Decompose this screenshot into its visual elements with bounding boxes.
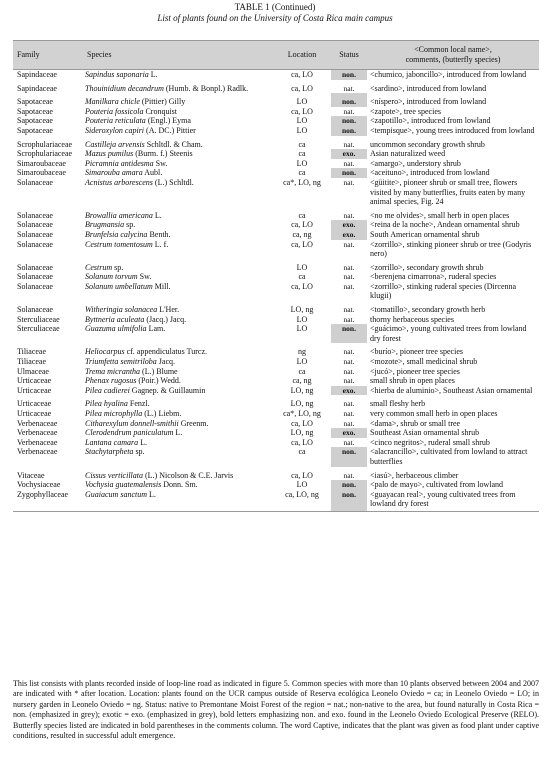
status-cell: exo.	[331, 428, 367, 438]
status-cell: nat.	[343, 272, 355, 282]
comment-cell: <chumico, jaboncillo>, introduced from lowland	[370, 70, 527, 79]
status-cell: exo.	[331, 149, 367, 159]
header-species: Species	[83, 41, 273, 70]
species-name: Triumfetta semitriloba	[85, 357, 157, 367]
comment-cell: South American ornamental shrub	[370, 229, 480, 239]
species-authority: (L.) Blume	[140, 366, 178, 376]
table-row	[13, 447, 539, 466]
table-body	[13, 70, 539, 512]
species-authority: L.	[173, 428, 183, 438]
table-row	[13, 315, 539, 325]
table-row	[13, 240, 539, 259]
comment-cell: small fleshy herb	[370, 399, 426, 409]
species-authority: (A. DC.) Pittier	[144, 125, 196, 135]
header-comments	[367, 41, 539, 70]
species-cell	[83, 178, 273, 207]
family-cell: Simaroubaceae	[17, 158, 66, 168]
location-cell: LO	[296, 125, 308, 135]
comment-cell: very common small herb in open places	[370, 409, 498, 418]
header-status: Status	[331, 41, 367, 70]
table-row	[13, 480, 539, 490]
table-row	[13, 272, 539, 282]
species-name: Phenax rugosus	[85, 376, 137, 386]
table-row	[13, 324, 539, 343]
comment-cell: <guayacan real>, young cultivated trees from lowland dry forest	[367, 490, 539, 512]
species-cell	[83, 207, 273, 221]
status-cell: nat.	[343, 314, 355, 324]
status-cell: nat.	[343, 357, 355, 367]
species-name: Stachytarpheta	[85, 447, 134, 457]
location-cell: ca	[298, 272, 306, 282]
species-cell	[83, 447, 273, 466]
species-authority: sp.	[133, 447, 145, 457]
comment-cell: <zorrillo>, secondary growth shrub	[370, 262, 484, 272]
comment-cell: uncommon secondary growth shrub	[370, 139, 485, 149]
species-cell	[83, 230, 273, 240]
status-cell: nat.	[343, 139, 355, 149]
species-name: Pouteria fossicola	[85, 106, 144, 116]
species-authority: (Engl.) Eyma	[145, 116, 191, 126]
table-row	[13, 386, 539, 396]
species-name: Pilea cadierei	[85, 385, 130, 395]
location-cell: ca, LO	[291, 418, 313, 428]
species-cell	[83, 386, 273, 396]
location-cell: ca, LO	[291, 106, 313, 116]
species-name: Vochysia guatemalensis	[85, 480, 162, 490]
species-authority: (L.) Schltdl.	[152, 177, 194, 187]
status-cell: nat.	[343, 262, 355, 272]
family-cell: Vochysiaceae	[17, 480, 61, 490]
status-cell: nat.	[343, 239, 355, 249]
species-name: Cestrum	[85, 262, 113, 272]
status-cell: non.	[331, 93, 367, 107]
status-cell: non.	[331, 126, 367, 136]
species-authority: (Burm. f.) Steenis	[133, 149, 193, 159]
table-row	[13, 149, 539, 159]
family-cell: Sapindaceae	[17, 70, 57, 79]
family-cell: Vitaceae	[17, 470, 45, 480]
species-authority: Jacq.	[156, 357, 176, 367]
species-cell	[83, 428, 273, 438]
family-cell: Solanaceae	[17, 239, 53, 249]
species-cell	[83, 315, 273, 325]
comment-cell: small shrub in open places	[370, 376, 455, 386]
species-name: Byttneria aculeata	[85, 314, 145, 324]
family-cell: Urticaceae	[17, 376, 52, 386]
species-cell	[83, 220, 273, 230]
species-cell	[83, 438, 273, 448]
species-name: Solanum torvum	[85, 272, 138, 282]
species-cell	[83, 70, 273, 80]
location-cell: LO	[296, 324, 308, 334]
family-cell: Zygophyllaceae	[13, 490, 83, 512]
table-row	[13, 168, 539, 178]
status-cell: non.	[331, 116, 367, 126]
location-cell: ca	[298, 149, 306, 159]
species-name: Cestrum tomentosum	[85, 239, 153, 249]
species-authority: Aubl.	[142, 168, 163, 178]
family-cell: Sapotaceae	[17, 106, 53, 116]
species-authority: (Jacq.) Jacq.	[144, 314, 187, 324]
species-cell	[83, 343, 273, 357]
species-authority: (Poir.) Wedd.	[136, 376, 181, 386]
location-cell: ca, LO	[291, 220, 313, 230]
location-cell: LO	[296, 480, 308, 490]
header-comments-line1: <Common local name>,	[414, 45, 492, 55]
species-cell	[83, 419, 273, 429]
table-subtitle: List of plants found on the University of Costa Rica main campus	[157, 13, 393, 23]
comment-cell: <aceituno>, introduced from lowland	[370, 168, 490, 178]
status-cell: nat.	[343, 210, 355, 220]
species-authority: (Pittier) Gilly	[139, 97, 186, 107]
table-row	[13, 230, 539, 240]
species-authority: Cronquist	[143, 106, 178, 116]
status-cell: nat.	[343, 83, 355, 93]
species-authority: (L.) Liebm.	[142, 409, 182, 418]
species-cell	[83, 240, 273, 259]
species-cell	[83, 480, 273, 490]
location-cell: LO	[296, 314, 308, 324]
comment-cell: Asian naturalized weed	[370, 149, 446, 159]
species-cell	[83, 367, 273, 377]
location-cell: LO	[296, 116, 308, 126]
family-cell: Scrophulariaceae	[17, 139, 73, 149]
species-name: Pilea hyalina	[85, 399, 128, 409]
comment-cell: <palo de mayo>, cultivated from lowland	[370, 480, 503, 490]
comment-cell: <níspero>, introduced from lowland	[370, 97, 487, 107]
table-row	[13, 343, 539, 357]
comment-cell: <iasú>, herbaceous climber	[370, 470, 459, 480]
table-row	[13, 428, 539, 438]
status-cell: non.	[331, 480, 367, 490]
species-authority: L.	[152, 210, 162, 220]
species-name: Sideroxylon capiri	[85, 125, 145, 135]
species-authority: Sw.	[137, 272, 152, 282]
status-cell: nat.	[343, 106, 355, 116]
comment-cell: <zapote>, tree species	[370, 106, 441, 116]
table-row	[13, 93, 539, 107]
species-cell	[83, 116, 273, 126]
family-cell: Verbenaceae	[17, 428, 58, 438]
species-name: Trema micrantha	[85, 366, 141, 376]
location-cell: ca, LO	[291, 437, 313, 447]
species-cell	[83, 93, 273, 107]
status-cell: nat.	[343, 409, 355, 418]
species-name: Heliocarpus	[85, 347, 125, 357]
species-cell	[83, 282, 273, 301]
family-cell: Sapindaceae	[17, 83, 57, 93]
comment-cell: <tomatillo>, secondary growth herb	[370, 305, 486, 315]
comment-cell: <jucó>, pioneer tree species	[370, 366, 460, 376]
location-cell: ca, LO	[291, 239, 313, 249]
species-authority: Benth.	[147, 229, 171, 239]
location-cell: ca*, LO, ng	[283, 177, 321, 187]
family-cell: Verbenaceae	[17, 418, 58, 428]
status-cell: non.	[331, 490, 367, 512]
header-comments-line2: comments, (butterfly species)	[405, 55, 501, 64]
location-cell: LO, ng	[290, 385, 314, 395]
family-cell: Solanaceae	[17, 220, 53, 230]
table-row	[13, 376, 539, 386]
species-cell	[83, 467, 273, 481]
table-footnote: This list consists with plants recorded inside of loop-line road as indicated in figure 5. Common species with more than 10 plants observed between 2004 and 2007 are indicated with * after location. Location: plants found on the UCR campus outside of Reserva ecológica Leonelo Oviedo = ca; in Leonelo Oviedo = LO; in nursery garden in Leonelo Oviedo = ng. Status: native to Premontane Moist Forest of the region = nat.; non-native to the area, but found naturally in Costa Rica = non. (emphasized in grey); exotic = exo. (emphasized in grey), bold letters emphasizing non. and exo. found in the Leonelo Oviedo Ecological Preserve (RELO). Butterfly species listed are indicated in bold parentheses in the comments column. The word Captive, indicates that the plant was given as food plant under captive conditions, resulted in successful adult emergence.	[13, 679, 539, 741]
species-cell	[83, 149, 273, 159]
species-cell	[83, 259, 273, 273]
table-title: TABLE 1 (Continued)	[234, 2, 316, 12]
family-cell: Sapotaceae	[17, 116, 53, 126]
species-name: Guaiacum sanctum	[85, 489, 147, 499]
species-cell	[83, 136, 273, 150]
species-authority: L. f.	[152, 239, 169, 249]
species-authority: Donn. Sm.	[161, 480, 198, 490]
family-cell: Verbenaceae	[17, 437, 58, 447]
location-cell: ca	[298, 139, 306, 149]
species-name: Castilleja arvensis	[85, 139, 145, 149]
comment-cell: <zapotillo>, introduced from lowland	[370, 116, 491, 126]
species-cell	[83, 107, 273, 117]
species-authority: sp.	[124, 220, 136, 230]
family-cell: Simaroubaceae	[17, 168, 66, 178]
comment-cell: <hierba de aluminio>, Southeast Asian ornamental	[370, 385, 533, 395]
location-cell: ca, LO, ng	[273, 490, 331, 512]
family-cell: Solanaceae	[17, 281, 53, 291]
species-authority: cf. appendiculatus Turcz.	[124, 347, 207, 357]
family-cell: Urticaceae	[17, 399, 52, 409]
species-name: Solanum umbellatum	[85, 281, 153, 291]
location-cell: LO	[296, 97, 308, 107]
species-name: Clerodendrum paniculatum	[85, 428, 174, 438]
location-cell: ca, ng	[292, 229, 312, 239]
species-authority: Greenm.	[178, 418, 209, 428]
status-cell: nat.	[343, 376, 355, 386]
species-name: Mazus pumilus	[85, 149, 134, 159]
location-cell: ng	[298, 347, 306, 357]
comment-cell: <cinco negritos>, ruderal small shrub	[370, 437, 490, 447]
location-cell: LO, ng	[290, 305, 314, 315]
species-name: Brugmansia	[85, 220, 125, 230]
location-cell: ca, LO	[291, 470, 313, 480]
plant-table	[13, 40, 539, 512]
status-cell: nat.	[343, 366, 355, 376]
location-cell: LO	[296, 158, 308, 168]
family-cell: Urticaceae	[17, 385, 52, 395]
table-row	[13, 367, 539, 377]
table-caption	[0, 0, 550, 24]
comment-cell: <burío>, pioneer tree species	[370, 347, 463, 357]
family-cell: Solanaceae	[17, 177, 53, 187]
species-authority: Sw.	[153, 158, 168, 168]
family-cell: Sapotaceae	[17, 125, 53, 135]
comment-cell: <dama>, shrub or small tree	[370, 418, 461, 428]
species-authority: L'Her.	[157, 305, 180, 315]
species-authority: Lam.	[146, 324, 166, 334]
status-cell: nat.	[343, 470, 355, 480]
species-authority: Mill.	[152, 281, 171, 291]
species-authority: (L.) Nicolson & C.E. Jarvis	[143, 470, 234, 480]
comment-cell: <mozote>, small medicinal shrub	[370, 357, 478, 367]
table-row	[13, 126, 539, 136]
family-cell: Sapotaceae	[17, 97, 53, 107]
table-row	[13, 438, 539, 448]
location-cell: ca, ng	[292, 376, 312, 386]
table-row	[13, 301, 539, 315]
family-cell: Solanaceae	[17, 229, 53, 239]
table-row	[13, 220, 539, 230]
comment-cell: <alacrancillo>, cultivated from lowland to attract butterflies	[370, 447, 528, 466]
status-cell: non.	[331, 324, 367, 343]
species-cell	[83, 324, 273, 343]
comment-cell: Southeast Asian ornamental shrub	[370, 428, 480, 438]
species-cell	[83, 357, 273, 367]
species-name: Browallia americana	[85, 210, 153, 220]
location-cell: ca	[298, 366, 306, 376]
species-authority: L.	[148, 70, 158, 79]
comment-cell: <no me olvides>, small herb in open places	[370, 210, 510, 220]
table-row	[13, 207, 539, 221]
family-cell: Urticaceae	[17, 409, 52, 418]
table-row	[13, 80, 539, 94]
table-row	[13, 409, 539, 419]
species-name: Citharexylum donnell-smithii	[85, 418, 179, 428]
species-name: Simarouba amara	[85, 168, 143, 178]
table-row	[13, 116, 539, 126]
comment-cell: thorny herbaceous species	[370, 314, 454, 324]
comment-cell: <tempisque>, young trees introduced from lowland	[370, 125, 535, 135]
species-name: Pouteria reticulata	[85, 116, 146, 126]
location-cell: LO	[296, 262, 308, 272]
species-name: Guazuma ulmifolia	[85, 324, 147, 334]
table-row	[13, 395, 539, 409]
table-row	[13, 178, 539, 207]
table-row	[13, 490, 539, 512]
status-cell: nat.	[343, 177, 355, 187]
location-cell: ca, LO	[291, 70, 313, 79]
family-cell: Solanaceae	[17, 272, 53, 282]
family-cell: Scrophulariaceae	[17, 149, 73, 159]
table-row	[13, 70, 539, 80]
status-cell: nat.	[343, 347, 355, 357]
table-header-row	[13, 41, 539, 70]
species-authority: Gagnep. & Guillaumin	[129, 385, 206, 395]
comment-cell: <amargo>, understory shrub	[370, 158, 461, 168]
species-authority: (Humb. & Bonpl.) Radlk.	[163, 83, 249, 93]
species-name: Picramnia antidesma	[85, 158, 154, 168]
species-name: Pilea microphylla	[85, 409, 143, 418]
species-authority: Fenzl.	[127, 399, 150, 409]
species-authority: L.	[147, 489, 156, 499]
status-cell: exo.	[331, 220, 367, 230]
family-cell: Sterculiaceae	[17, 314, 60, 324]
species-cell	[83, 80, 273, 94]
species-name: Lantana camara	[85, 437, 139, 447]
status-cell: nat.	[343, 399, 355, 409]
table-row	[13, 419, 539, 429]
family-cell: Sterculiaceae	[17, 324, 60, 334]
location-cell: ca, LO	[291, 83, 313, 93]
species-cell	[83, 490, 273, 512]
comment-cell: <guácimo>, young cultivated trees from lowland dry forest	[370, 324, 527, 343]
species-cell	[83, 395, 273, 409]
location-cell: LO, ng	[290, 399, 314, 409]
location-cell: ca*, LO, ng	[283, 409, 321, 418]
family-cell: Solanaceae	[17, 262, 53, 272]
location-cell: ca, LO	[291, 281, 313, 291]
table-row	[13, 107, 539, 117]
species-name: Acnistus arborescens	[85, 177, 153, 187]
species-authority: Schltdl. & Cham.	[144, 139, 203, 149]
header-family: Family	[13, 41, 83, 70]
species-name: Sapindus saponaria	[85, 70, 149, 79]
species-cell	[83, 168, 273, 178]
comment-cell: <güitite>, pioneer shrub or small tree, flowers visited by many butterflies, fruits eaten by many animal species, Fig. 24	[370, 177, 526, 207]
status-cell: exo.	[331, 386, 367, 396]
species-name: Thouinidium decandrum	[85, 83, 164, 93]
species-cell	[83, 376, 273, 386]
species-cell	[83, 126, 273, 136]
family-cell: Tiliaceae	[17, 347, 47, 357]
status-cell: nat.	[343, 418, 355, 428]
species-authority: L.	[138, 437, 148, 447]
table-row	[13, 259, 539, 273]
status-cell: non.	[331, 168, 367, 178]
comment-cell: <zorrillo>, stinking ruderal species (Dircenna klugii)	[370, 281, 517, 301]
location-cell: LO	[296, 357, 308, 367]
species-cell	[83, 301, 273, 315]
family-cell: Solanaceae	[17, 305, 53, 315]
comment-cell: <sardino>, introduced from lowland	[370, 83, 487, 93]
status-cell: nat.	[343, 281, 355, 291]
table-row	[13, 357, 539, 367]
species-name: Manilkara chicle	[85, 97, 140, 107]
family-cell: Tiliaceae	[17, 357, 47, 367]
table-row	[13, 136, 539, 150]
species-cell	[83, 272, 273, 282]
species-name: Cissus verticillata	[85, 470, 143, 480]
table-row	[13, 159, 539, 169]
status-cell: nat.	[343, 305, 355, 315]
species-name: Witheringia solanacea	[85, 305, 158, 315]
comment-cell: <berenjena cimarrona>, ruderal species	[370, 272, 497, 282]
table-row	[13, 282, 539, 301]
location-cell: ca	[298, 447, 306, 457]
status-cell: nat.	[343, 158, 355, 168]
header-location: Location	[273, 41, 331, 70]
species-name: Brunfelsia calycina	[85, 229, 148, 239]
family-cell: Solanaceae	[17, 210, 53, 220]
location-cell: ca	[298, 210, 306, 220]
location-cell: LO, ng	[290, 428, 314, 438]
family-cell: Ulmaceae	[17, 366, 49, 376]
table-row	[13, 467, 539, 481]
status-cell: exo.	[331, 230, 367, 240]
family-cell: Verbenaceae	[17, 447, 58, 457]
comment-cell: <reina de la noche>, Andean ornamental shrub	[370, 220, 520, 230]
comment-cell: <zorrillo>, stinking pioneer shrub or tree (Godyris nero)	[370, 239, 532, 259]
species-cell	[83, 409, 273, 419]
status-cell: nat.	[343, 437, 355, 447]
status-cell: non.	[331, 70, 367, 80]
location-cell: ca	[298, 168, 306, 178]
species-cell	[83, 159, 273, 169]
species-authority: sp.	[112, 262, 124, 272]
status-cell: non.	[331, 447, 367, 466]
